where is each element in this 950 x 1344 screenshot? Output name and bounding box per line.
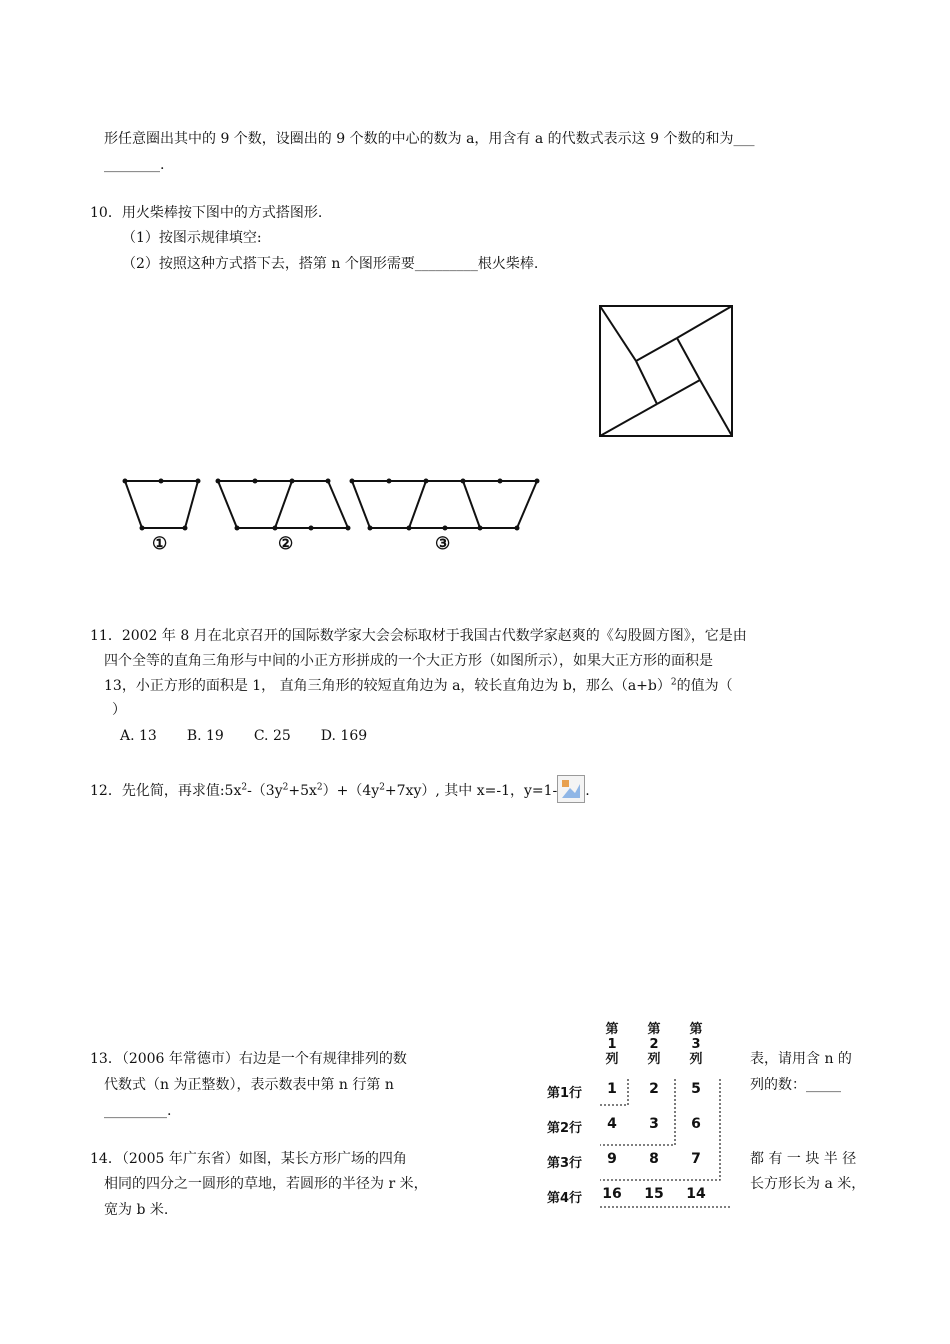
cell-r2-c1: 4 [607, 1116, 617, 1132]
q13-line1: 13．（2006 年常德市）右边是一个有规律排列的数 [90, 1051, 407, 1067]
q12-line: 12．先化简，再求值$:5x^2-(3y^2+5x^2)+(4y^2+7xy)$, 其中 x=-1，y=1- . [90, 777, 590, 805]
q11-line1: 11．2002 年 8 月在北京召开的国际数学家大会会标取材于我国古代数学家赵爽的《勾股圆方图》，它是由 [90, 628, 747, 644]
q14-line3: 宽为 b 米. [104, 1202, 169, 1218]
q11-option-b[interactable]: B. 19 [186, 728, 224, 744]
inner-square-edge-1 [636, 338, 677, 361]
cell-r3-c2: 8 [649, 1151, 659, 1167]
triangle-edge-4 [600, 404, 657, 436]
matchstick-figure-2 [218, 481, 348, 528]
row-header-4: 第4行 [547, 1191, 583, 1206]
q11-line3: 13，小正方形的面积是 1， 直角三角形的较短直角边为 a，较长直角边为 b，那么$(a+b)^2$的值为（ [104, 677, 733, 694]
q11-option-c[interactable]: C. 25 [253, 728, 291, 744]
number-table-dotted-lines [595, 1075, 735, 1215]
big-square [600, 306, 732, 436]
matchstick-figure-3 [352, 481, 537, 528]
cell-r3-c3: 7 [691, 1151, 701, 1167]
matchstick-figures [115, 470, 555, 560]
q14-line1: 14．（2005 年广东省）如图，某长方形广场的四角 [90, 1151, 407, 1167]
col-header-3: 第 3 列 [689, 1022, 703, 1067]
cell-r4-c2: 15 [644, 1186, 664, 1202]
q10-sub2: （2）按照这种方式搭下去，搭第 n 个图形需要_________根火柴棒. [122, 256, 539, 272]
cell-r4-c3: 14 [686, 1186, 706, 1202]
triangle-edge-3 [700, 380, 732, 436]
cell-r1-c1: 1 [607, 1081, 617, 1097]
q10-stem: 10．用火柴棒按下图中的方式搭图形. [90, 205, 323, 221]
col-header-1: 第 1 列 [605, 1022, 619, 1067]
q13-line3: _________. [104, 1103, 172, 1119]
q10-sub1: （1）按图示规律填空: [122, 230, 262, 246]
inner-square-edge-3 [657, 380, 700, 404]
cell-r4-c1: 16 [602, 1186, 622, 1202]
gougu-square-figure [590, 298, 740, 442]
cell-r3-c1: 9 [607, 1151, 617, 1167]
q11-line2: 四个全等的直角三角形与中间的小正方形拼成的一个大正方形（如图所示），如果大正方形的面积是 [104, 653, 713, 669]
triangle-edge-1 [600, 306, 636, 361]
q13-line2: 代数式（n 为正整数），表示数表中第 n 行第 n [104, 1077, 394, 1093]
row-header-1: 第1行 [547, 1086, 583, 1101]
q11-option-a[interactable]: A. 13 [120, 728, 157, 744]
broken-image-icon [557, 775, 585, 803]
inner-square-edge-2 [677, 338, 700, 380]
row-header-3: 第3行 [547, 1156, 583, 1171]
q9-continuation-line1: 形任意圈出其中的 9 个数，设圈出的 9 个数的中心的数为 a，用含有 a 的代数式表示这 9 个数的和为___ [104, 131, 755, 147]
q14-right1: 都 有 一 块 半 径 [750, 1151, 857, 1167]
cell-r1-c2: 2 [649, 1081, 659, 1097]
col-header-2: 第 2 列 [647, 1022, 661, 1067]
q14-line2: 相同的四分之一圆形的草地，若圆形的半径为 r 米， [104, 1176, 428, 1192]
matchstick-figure-1 [125, 481, 198, 528]
cell-r2-c3: 6 [691, 1116, 701, 1132]
cell-r1-c3: 5 [691, 1081, 701, 1097]
q11-option-d[interactable]: D. 169 [320, 728, 368, 744]
q13-right2: 列的数：_____ [750, 1077, 841, 1093]
q14-right2: 长方形长为 a 米， [750, 1176, 866, 1192]
q9-continuation-line2: ________. [104, 157, 165, 173]
q13-right1: 表，请用含 n 的 [750, 1051, 852, 1067]
q11-options [120, 726, 397, 746]
inner-square-edge-4 [636, 361, 657, 404]
figure-label-2: ② [278, 534, 294, 554]
figure-label-1: ① [152, 534, 168, 554]
cell-r2-c2: 3 [649, 1116, 659, 1132]
triangle-edge-2 [677, 306, 732, 338]
figure-label-3: ③ [435, 534, 451, 554]
q11-line4: ） [112, 702, 126, 718]
row-header-2: 第2行 [547, 1121, 583, 1136]
